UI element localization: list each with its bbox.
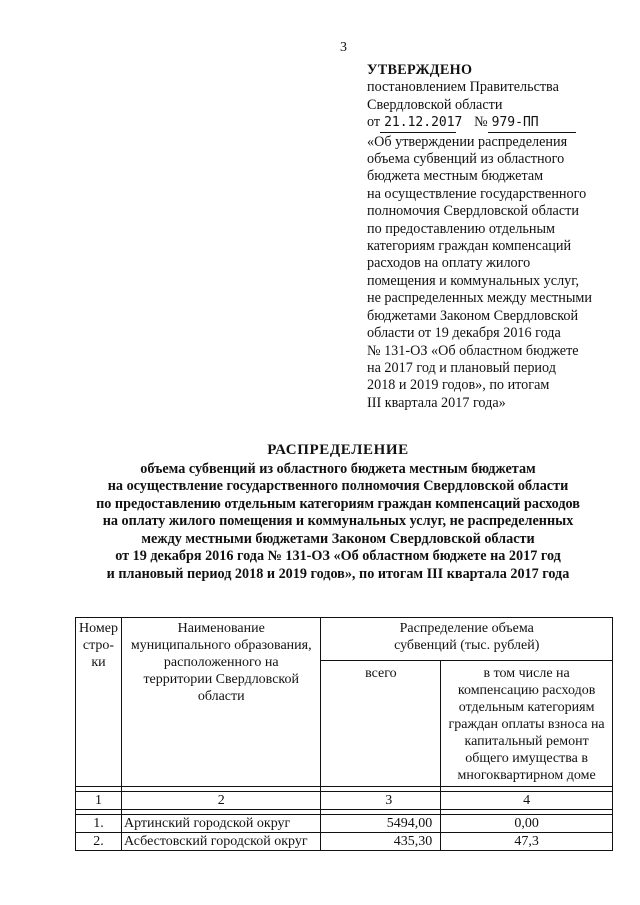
column-number: 3	[321, 792, 441, 810]
title-line: на осуществление государственного полномочия Свердловской области	[107, 478, 569, 494]
total-value: 435,30	[321, 833, 441, 851]
approval-date: 21.12.2017	[384, 115, 463, 131]
header-including: в том числе на компенсацию расходов отдельным категориям граждан оплаты взноса на капитальный ремонт общего имущества в многоквартирном доме	[441, 661, 613, 787]
basis-line: расходов на оплату жилого	[367, 255, 531, 272]
municipality-name: Асбестовский городской округ	[121, 833, 320, 851]
basis-line: не распределенных между местными	[367, 290, 592, 307]
page-number: 3	[340, 40, 347, 55]
approval-line-2: Свердловской области	[367, 96, 503, 113]
header-distribution: Распределение объема субвенций (тыс. рублей)	[321, 618, 613, 661]
basis-line: полномочия Свердловской области	[367, 203, 579, 220]
document-title: РАСПРЕДЕЛЕНИЕ	[267, 442, 409, 458]
number-prefix: №	[474, 114, 488, 131]
header-municipality: Наименование муниципального образования, расположенного на территории Свердловской области	[121, 618, 320, 787]
basis-line: помещения и коммунальных услуг,	[367, 272, 580, 289]
title-line: на оплату жилого помещения и коммунальных услуг, не распределенных	[102, 513, 574, 529]
table-header-row	[76, 618, 613, 661]
row-number: 1.	[76, 815, 122, 833]
approval-stamp	[367, 62, 629, 412]
title-line: объема субвенций из областного бюджета местным бюджетам	[140, 460, 536, 477]
header-total: всего	[321, 661, 441, 787]
total-value: 5494,00	[321, 815, 441, 833]
basis-line: категориям граждан компенсаций	[367, 238, 572, 255]
title-line: от 19 декабря 2016 года № 131-ОЗ «Об областном бюджете на 2017 год	[115, 548, 561, 564]
basis-line: по предоставлению отдельным	[367, 220, 555, 237]
basis-line: III квартала 2017 года»	[367, 394, 506, 411]
approval-heading: УТВЕРЖДЕНО	[367, 62, 473, 78]
basis-line: 2018 и 2019 годов», по итогам	[367, 377, 550, 394]
basis-line: на осуществление государственного	[367, 185, 587, 202]
basis-line: бюджета местным бюджетам	[367, 168, 544, 185]
basis-line: объема субвенций из областного	[367, 151, 565, 168]
basis-line: области от 19 декабря 2016 года	[367, 325, 561, 342]
table-row	[76, 833, 613, 851]
header-row-number: Номер стро-ки	[76, 618, 122, 787]
including-value: 47,3	[441, 833, 613, 851]
row-number: 2.	[76, 833, 122, 851]
basis-line: бюджетами Законом Свердловской	[367, 307, 579, 324]
column-number: 4	[441, 792, 613, 810]
column-number: 1	[76, 792, 122, 810]
basis-line: «Об утверждении распределения	[367, 133, 568, 150]
column-number-row	[76, 792, 613, 810]
approval-number: 979-ПП	[491, 115, 539, 131]
table-row	[76, 815, 613, 833]
title-line: и плановый период 2018 и 2019 годов», по итогам III квартала 2017 года	[106, 565, 570, 582]
title-line: по предоставлению отдельным категориям граждан компенсаций расходов	[96, 495, 580, 512]
basis-line: на 2017 год и плановый период	[367, 359, 556, 376]
distribution-table	[75, 617, 613, 851]
including-value: 0,00	[441, 815, 613, 833]
basis-line: № 131-ОЗ «Об областном бюджете	[367, 342, 579, 359]
approval-line-1: постановлением Правительства	[367, 79, 559, 96]
approval-basis	[367, 134, 629, 413]
document-title-block	[48, 442, 628, 583]
column-number: 2	[121, 792, 320, 810]
municipality-name: Артинский городской округ	[121, 815, 320, 833]
title-line: между местными бюджетами Законом Свердловской области	[141, 530, 535, 547]
approval-date-line	[367, 114, 629, 132]
date-prefix: от	[367, 114, 381, 131]
